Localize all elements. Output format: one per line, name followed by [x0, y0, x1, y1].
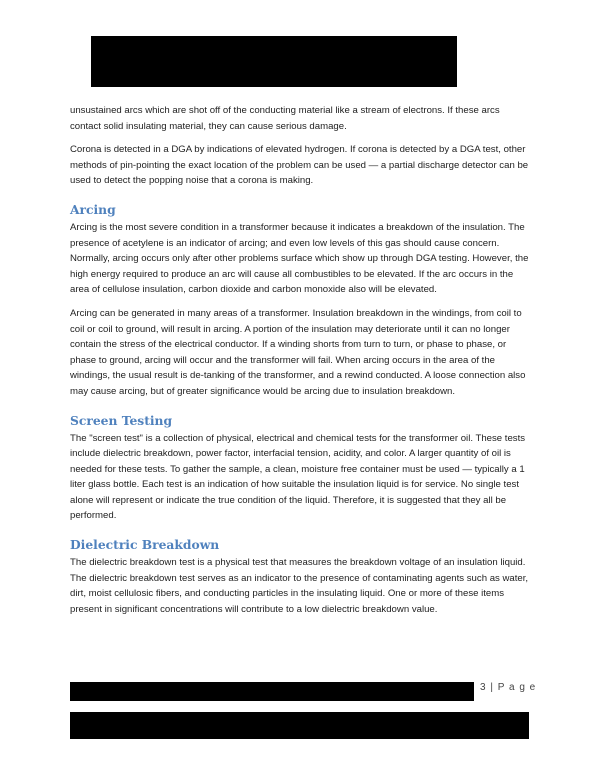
redaction-bar-footer: [70, 682, 474, 701]
paragraph-dielectric-breakdown: The dielectric breakdown test is a physical test that measures the breakdown voltage of an insulation liquid. The dielectric breakdown test serves as an indicator to the presence of contaminating agents such as water, dirt, moist cellulosic fibers, and conducting particles in the insulating liquid. One or more of these items present in significant concentrations will contribute to a low dielectric breakdown value.: [70, 557, 529, 615]
redaction-bar-header: [91, 36, 457, 87]
paragraph-corona-detection: Corona is detected in a DGA by indications of elevated hydrogen. If corona is detected by a DGA test, other methods of pin-pointing the exact location of the problem can be used — a partial discharge detector can be used to detect the popping noise that a corona is making.: [70, 144, 529, 187]
heading-screen-testing: Screen Testing: [70, 412, 173, 428]
redaction-bar-footer-lower: [70, 712, 529, 739]
document-body: [70, 103, 530, 625]
paragraph-arcing-1: Arcing is the most severe condition in a transformer because it indicates a breakdown of the insulation. The presence of acetylene is an indicator of arcing; and even low levels of this gas should cause concern. Normally, arcing occurs only after other problems surface which show up through DGA testing. However, the high energy required to produce an arc will cause all combustibles to be elevated. If the arc occurs in the area of cellulose insulation, carbon dioxide and carbon monoxide also will be elevated.: [70, 221, 529, 296]
paragraph-arcs-continued: unsustained arcs which are shot off of the conducting material like a stream of electrons. If these arcs contact solid insulating material, they can cause serious damage.: [70, 105, 500, 132]
page-number: 3 | P a g e: [480, 682, 537, 693]
paragraph-arcing-2: Arcing can be generated in many areas of a transformer. Insulation breakdown in the windings, from coil to coil or coil to ground, will result in arcing. A portion of the insulation may deteriorate until it can no longer contain the stress of the electrical conductor. If a winding shorts from turn to turn, or phase to phase, or phase to ground, arcing will occur and the transformer will fail. When arcing occurs in the area of the windings, the usual result is de-tanking of the transformer, and a rewind conducted. A loose connection also may cause arcing, but of greater significance would be arcing due to insulation breakdown.: [70, 307, 526, 397]
heading-arcing: Arcing: [70, 201, 116, 217]
heading-dielectric-breakdown: Dielectric Breakdown: [70, 537, 220, 553]
paragraph-screen-testing: The "screen test" is a collection of physical, electrical and chemical tests for the transformer oil. These tests include dielectric breakdown, power factor, interfacial tension, acidity, and color. A larger quantity of oil is needed for these tests. To gather the sample, a clean, moisture free container must be used — typically a 1 liter glass bottle. Each test is an indication of how suitable the insulation liquid is for service. No single test alone will represent or indicate the true condition of the liquid. Therefore, it is suggested that they all be performed.: [70, 432, 526, 522]
